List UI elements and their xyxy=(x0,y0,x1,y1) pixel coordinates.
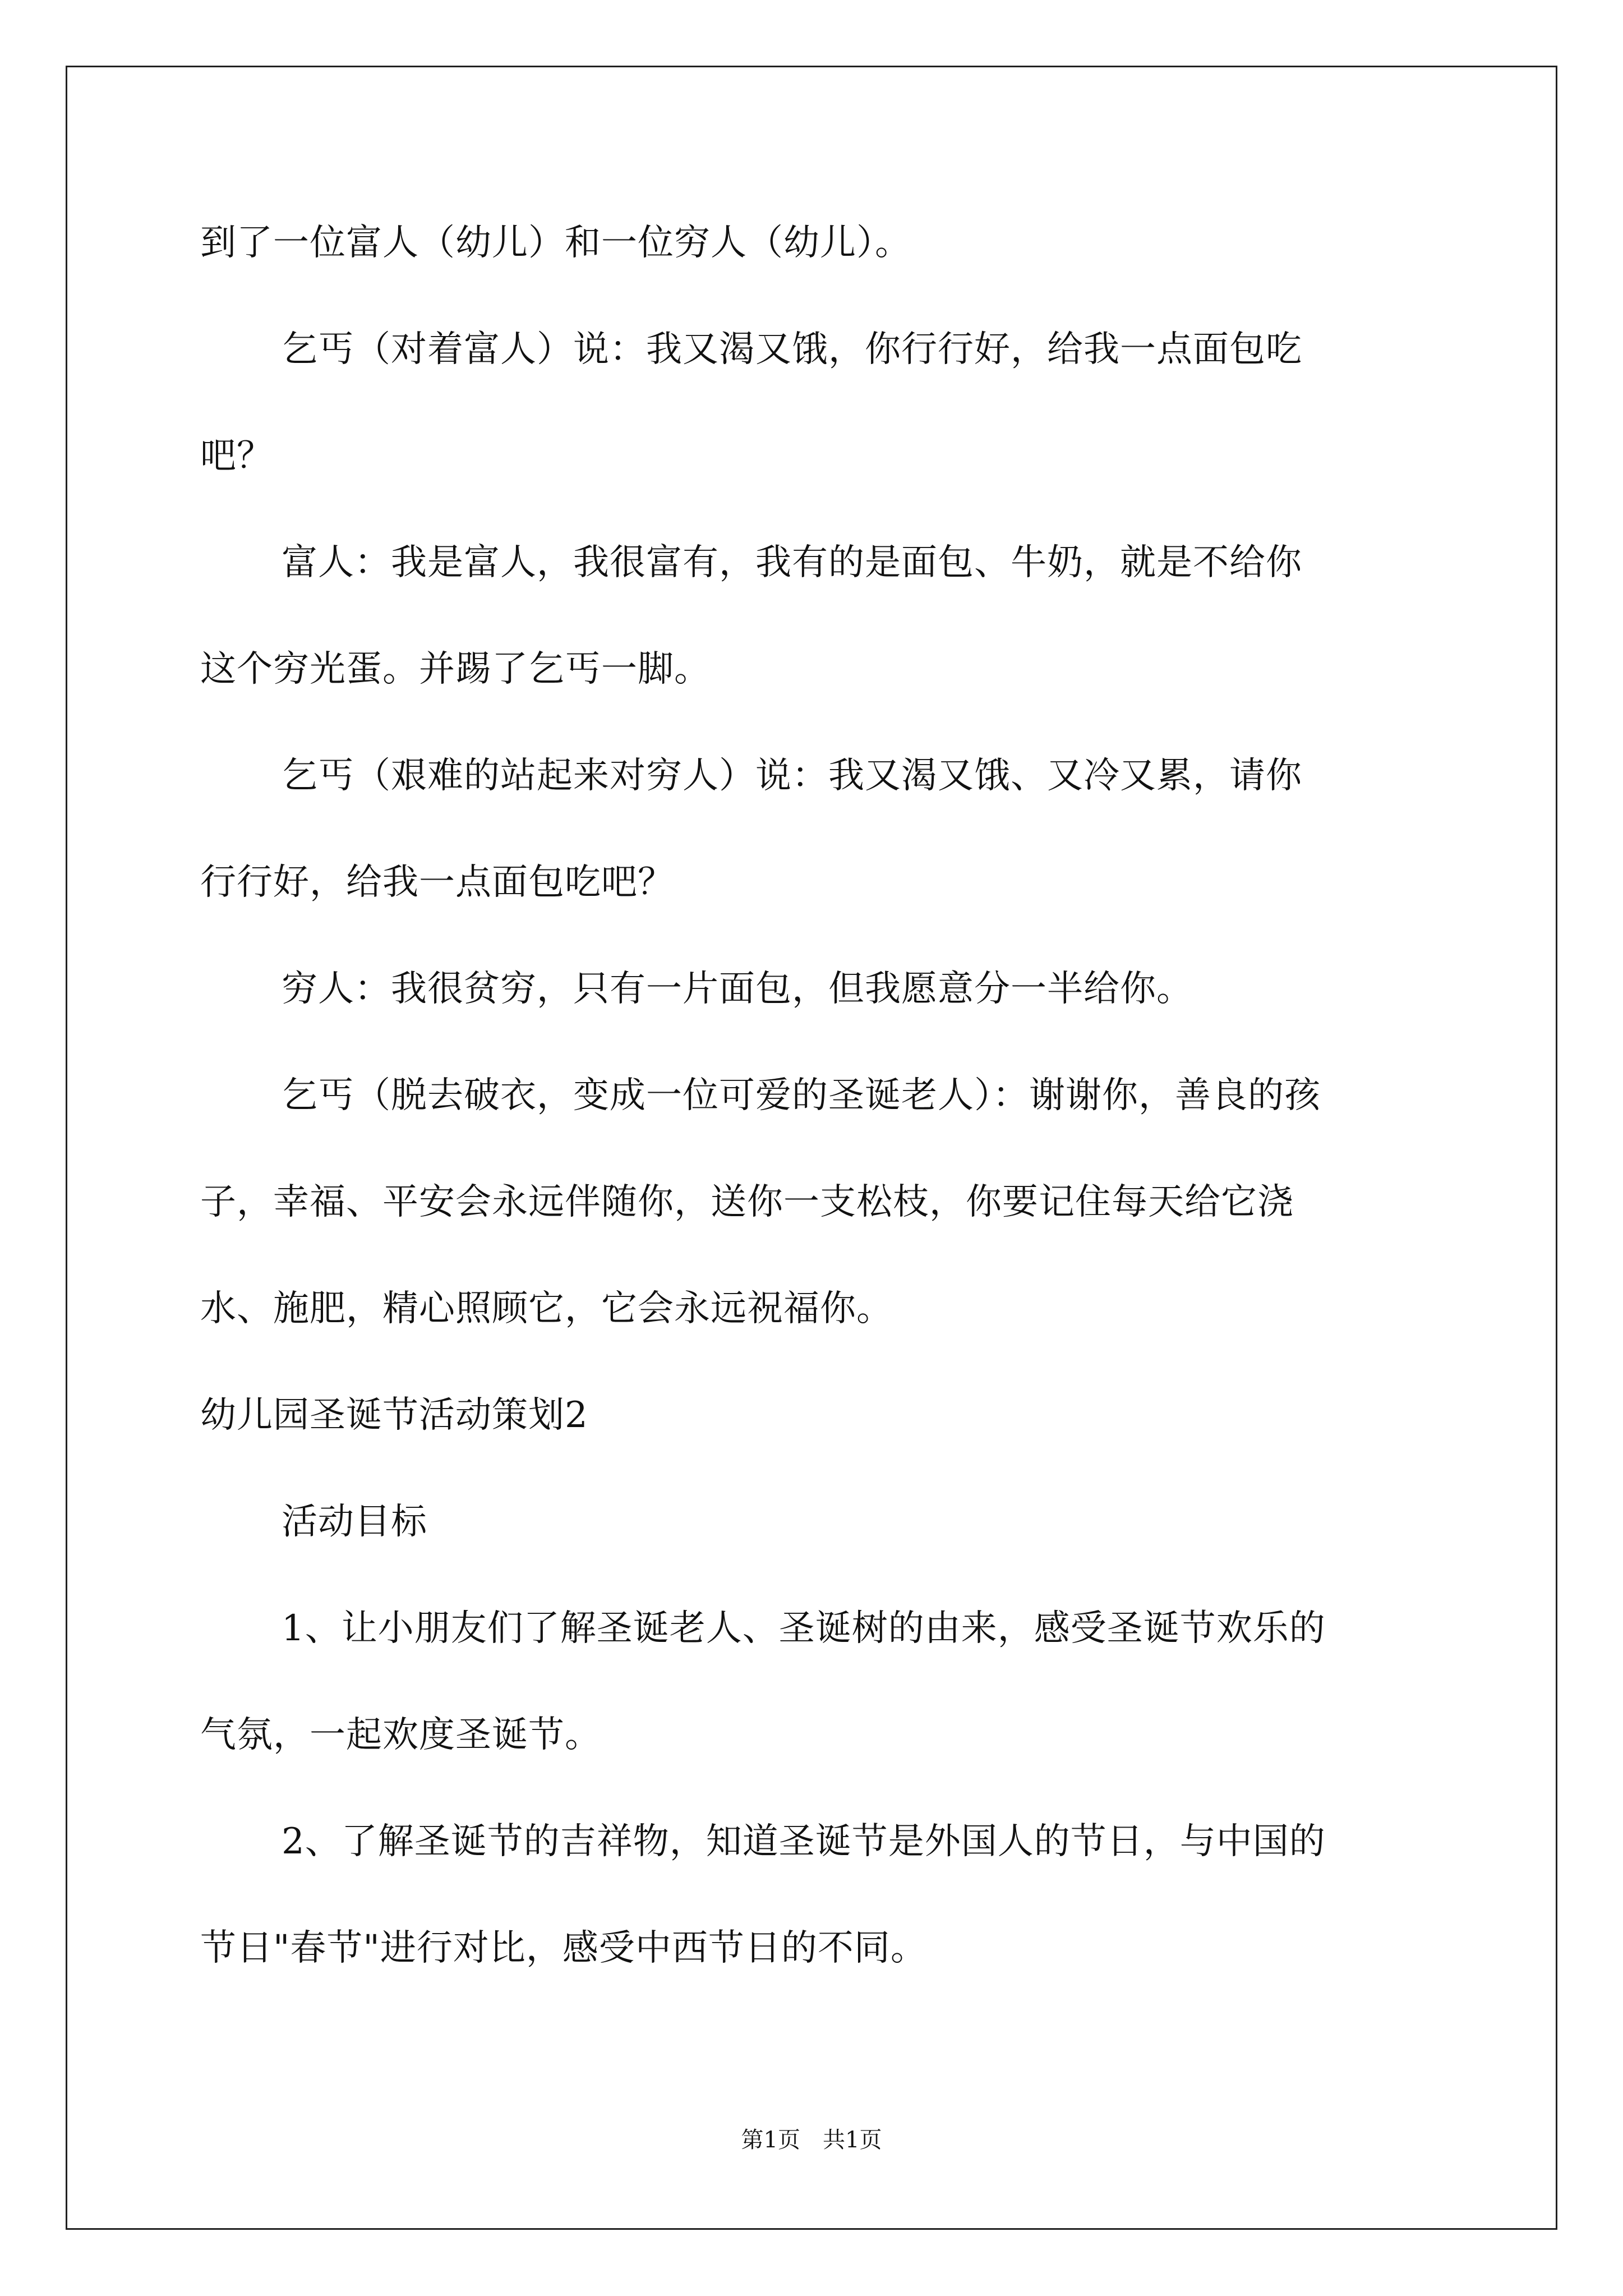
paragraph-line: 吧？ xyxy=(200,435,273,477)
paragraph-line: 乞丐（脱去破衣，变成一位可爱的圣诞老人）：谢谢你，善良的孩 xyxy=(282,1075,1321,1116)
paragraph-line: 2、了解圣诞节的吉祥物，知道圣诞节是外国人的节日，与中国的 xyxy=(282,1821,1326,1862)
paragraph-line: 穷人：我很贫穷，只有一片面包，但我愿意分一半给你。 xyxy=(282,968,1193,1010)
page-number: 第1页 共1页 xyxy=(741,2127,882,2153)
subsection-heading: 活动目标 xyxy=(282,1501,427,1543)
paragraph-line: 行行好，给我一点面包吃吧？ xyxy=(200,862,674,903)
paragraph-line: 子，幸福、平安会永远伴随你，送你一支松枝，你要记住每天给它浇 xyxy=(200,1181,1294,1223)
paragraph-line: 1、让小朋友们了解圣诞老人、圣诞树的由来，感受圣诞节欢乐的 xyxy=(282,1608,1326,1649)
paragraph-line: 富人：我是富人，我很富有，我有的是面包、牛奶，就是不给你 xyxy=(282,542,1302,583)
paragraph-line: 水、施肥，精心照顾它，它会永远祝福你。 xyxy=(200,1288,893,1329)
paragraph-line: 节日"春节"进行对比，感受中西节日的不同。 xyxy=(200,1927,927,1969)
page-border xyxy=(66,66,1557,2230)
paragraph-line: 气氛，一起欢度圣诞节。 xyxy=(200,1714,601,1756)
paragraph-line: 乞丐（艰难的站起来对穷人）说：我又渴又饿、又冷又累，请你 xyxy=(282,755,1302,797)
paragraph-line: 乞丐（对着富人）说：我又渴又饿，你行行好，给我一点面包吃 xyxy=(282,329,1302,370)
paragraph-line: 这个穷光蛋。并踢了乞丐一脚。 xyxy=(200,648,711,690)
section-heading: 幼儿园圣诞节活动策划2 xyxy=(200,1395,588,1436)
paragraph-line: 到了一位富人（幼儿）和一位穷人（幼儿）。 xyxy=(200,222,911,264)
